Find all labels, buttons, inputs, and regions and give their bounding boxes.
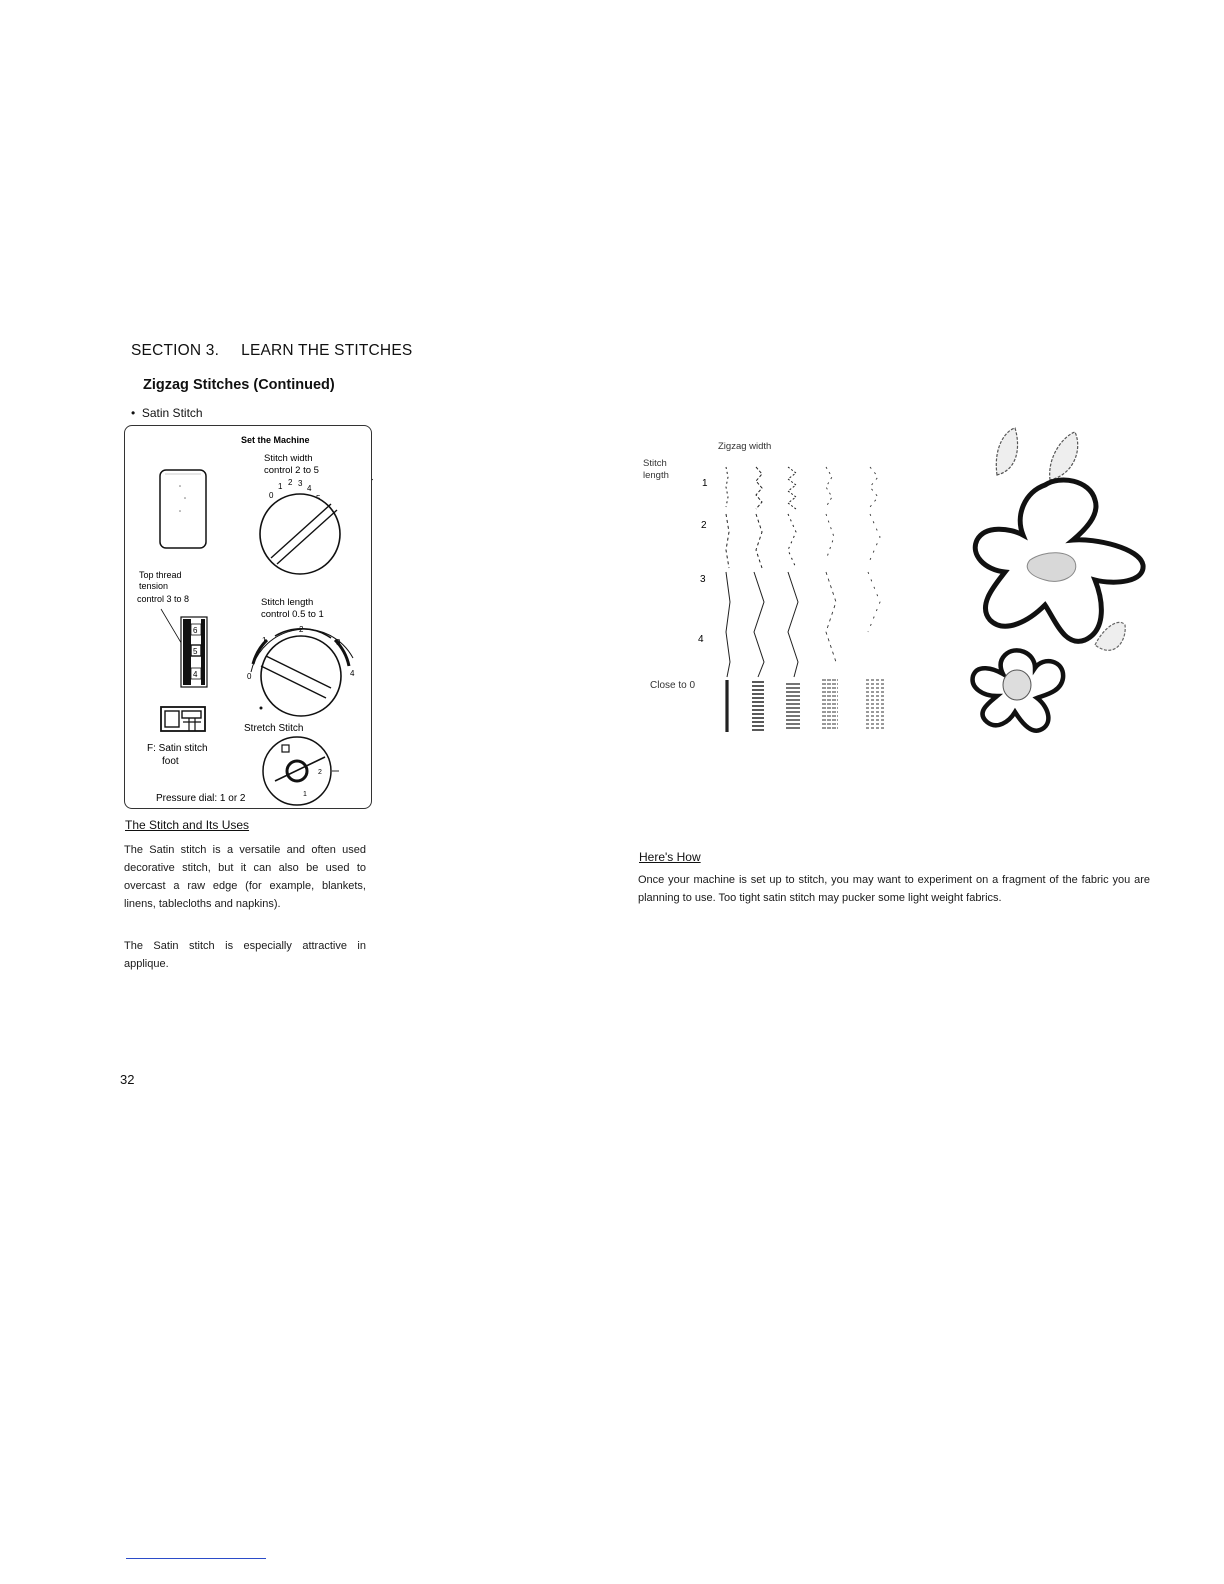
width-dial-num-1: 1 xyxy=(278,482,283,491)
uses-paragraph-1: The Satin stitch is a versatile and often used decorative stitch, but it can also be used to overcast a raw edge (for example, blankets, linens, tablecloths and napkins). xyxy=(124,844,366,910)
zigzag-stitch-chart xyxy=(640,432,900,744)
foot-label-2: foot xyxy=(162,756,179,767)
heres-how-paragraph: Once your machine is set up to stitch, you may want to experiment on a fragment of the fabric you are planning to use. Too tight satin stitch may pucker some light weight fabrics. xyxy=(638,874,1150,904)
tension-label-3: control 3 to 8 xyxy=(137,594,190,604)
length-dial-num-2: 2 xyxy=(299,625,304,634)
satin-stitch-foot-icon xyxy=(161,707,205,731)
heres-how-heading: Here's How xyxy=(639,850,701,864)
bullet-icon: • xyxy=(131,406,142,420)
pressure-num-1: 1 xyxy=(303,791,307,798)
pressure-dial-label: Pressure dial: 1 or 2 xyxy=(156,793,246,804)
length-dial-num-4: 4 xyxy=(350,669,355,678)
set-machine-panel xyxy=(124,425,372,809)
chart-row-3: 3 xyxy=(700,574,706,585)
machine-settings-diagram xyxy=(125,426,373,810)
uses-heading: The Stitch and Its Uses xyxy=(125,818,250,832)
tension-num-5: 5 xyxy=(193,647,198,656)
page-number: 32 xyxy=(120,1072,135,1087)
stitch-length-range: control 0.5 to 1 xyxy=(261,609,324,620)
width-dial-num-2: 2 xyxy=(288,478,293,487)
zigzag-column-5 xyxy=(866,467,884,728)
foot-label-1: F: Satin stitch xyxy=(147,743,208,754)
section-header xyxy=(131,342,412,360)
tension-label-1: Top thread xyxy=(139,570,182,580)
chart-side-label-2: length xyxy=(643,470,669,481)
stitch-length-label: Stitch length xyxy=(261,597,314,608)
width-dial-num-0: 0 xyxy=(269,491,274,500)
panel-title: Set the Machine xyxy=(241,435,310,445)
zigzag-column-2 xyxy=(752,467,764,730)
tension-num-4: 4 xyxy=(193,670,198,679)
length-dial-num-0: 0 xyxy=(247,672,252,681)
tension-pointer-line xyxy=(161,609,183,646)
zigzag-column-1 xyxy=(726,467,730,732)
length-dial-num-3: 3 xyxy=(336,638,341,647)
chart-row-4: 4 xyxy=(698,634,704,645)
leaf-icon xyxy=(1050,432,1078,480)
stitch-length-dial-icon xyxy=(261,636,341,716)
chart-row-2: 2 xyxy=(701,520,707,531)
small-flower-center-icon xyxy=(1003,670,1031,700)
chart-top-label: Zigzag width xyxy=(718,441,772,452)
page-subtitle: Zigzag Stitches (Continued) xyxy=(143,377,335,393)
tension-label-2: tension xyxy=(139,581,169,591)
footer-rule xyxy=(126,1558,266,1559)
pressure-num-2: 2 xyxy=(318,769,322,776)
applique-flowers-illustration xyxy=(935,420,1155,780)
length-dial-num-1: 1 xyxy=(262,636,267,645)
section-title: LEARN THE STITCHES xyxy=(241,342,413,359)
bullet-label: Satin Stitch xyxy=(141,406,203,420)
chart-side-label-1: Stitch xyxy=(643,458,667,469)
stitch-width-label: Stitch width xyxy=(264,453,313,464)
needle-plate-icon xyxy=(160,470,206,548)
section-number: SECTION 3. xyxy=(131,342,220,359)
stitch-width-range: control 2 to 5 xyxy=(264,465,319,476)
zigzag-column-3 xyxy=(786,467,800,728)
bullet-item xyxy=(131,406,203,420)
width-dial-num-4: 4 xyxy=(307,484,312,493)
stretch-stitch-label: Stretch Stitch xyxy=(244,723,304,734)
tension-num-6: 6 xyxy=(193,626,198,635)
width-dial-num-3: 3 xyxy=(298,479,303,488)
chart-row-1: 1 xyxy=(702,478,708,489)
chart-row-close-to-0: Close to 0 xyxy=(650,680,696,691)
zigzag-column-4 xyxy=(822,467,838,728)
leaf-icon xyxy=(996,428,1017,475)
uses-paragraph-2: The Satin stitch is especially attractive in applique. xyxy=(124,940,366,970)
